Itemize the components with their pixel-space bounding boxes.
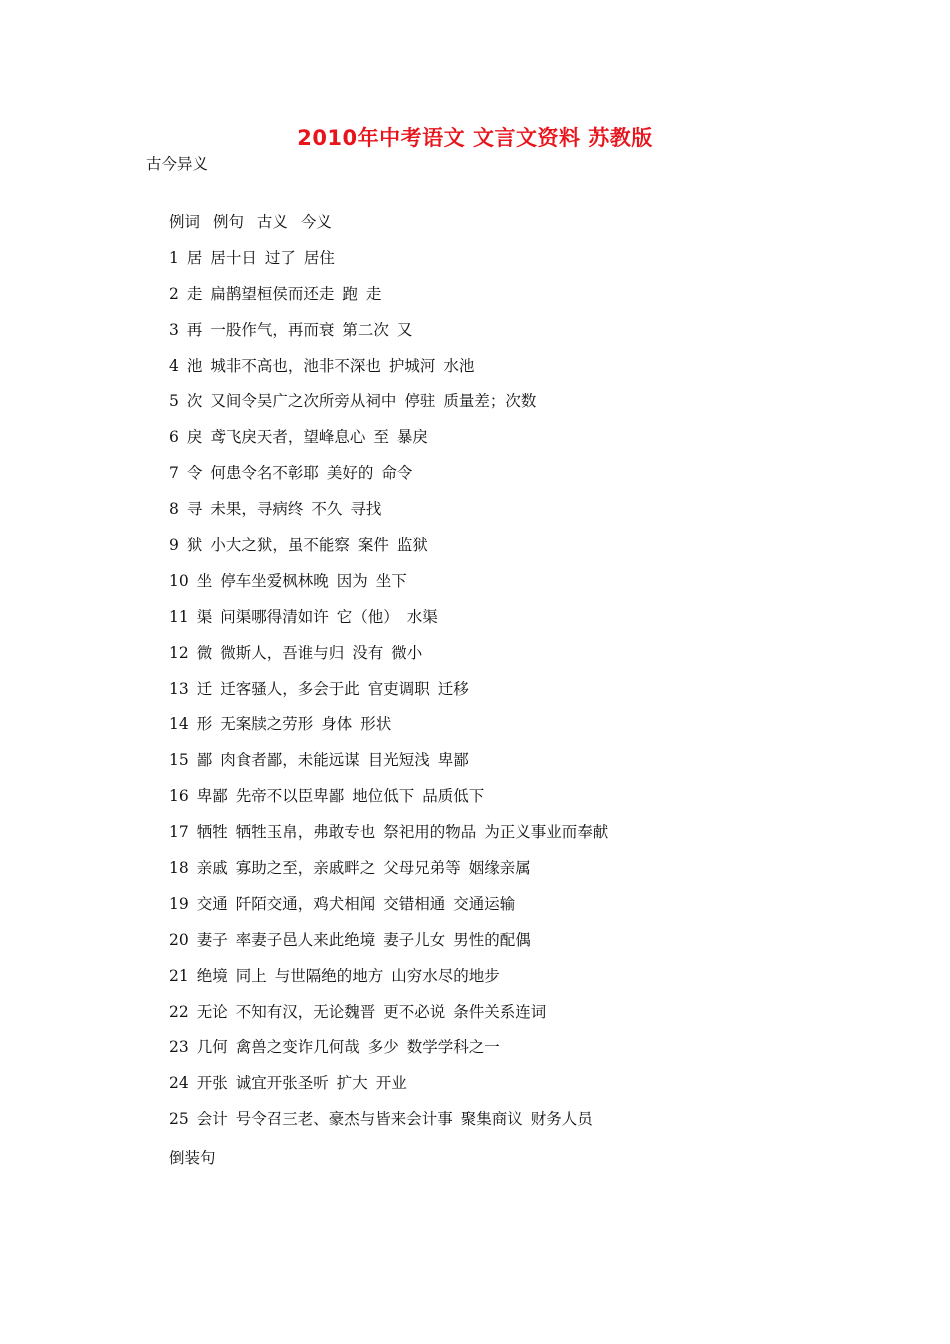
table-cell: 官吏调职 [367, 679, 430, 698]
table-cell: 率妻子邑人来此绝境 [235, 930, 376, 949]
table-cell: 肉食者鄙，未能远谋 [220, 751, 360, 770]
table-cell: 走 [186, 284, 203, 303]
table-cell: 微小 [391, 643, 423, 662]
table-cell: 跑 [342, 284, 358, 303]
table-cell: 至 [373, 428, 389, 447]
table-cell: 23 [169, 1038, 189, 1057]
table-cell: 令 [186, 464, 203, 483]
table-row [169, 821, 608, 857]
table-cell: 12 [169, 643, 189, 662]
table-cell: 牺牲玉帛，弗敢专也 [235, 823, 376, 842]
table-cell: 迁客骚人，多会于此 [220, 679, 360, 698]
table-cell: 16 [169, 787, 189, 806]
table-row [169, 498, 608, 534]
table-cell: 2 [169, 284, 179, 303]
table-cell: 7 [169, 464, 179, 483]
table-row [169, 534, 608, 570]
table-cell: 1 [169, 248, 179, 267]
table-cell: 会计 [196, 1110, 228, 1129]
table-cell: 与世隔绝的地方 [274, 966, 384, 985]
table-cell: 坐 [196, 571, 213, 590]
table-cell: 山穷水尽的地步 [391, 966, 500, 985]
table-cell: 号令召三老、豪杰与皆来会计事 [235, 1110, 453, 1129]
table-cell: 15 [169, 751, 189, 770]
table-cell: 开业 [375, 1074, 407, 1093]
table-cell: 监狱 [396, 536, 428, 555]
header-cell: 例句 [212, 213, 244, 231]
table-cell: 小大之狱，虽不能察 [210, 536, 350, 555]
table-cell: 微斯人，吾谁与归 [220, 643, 345, 662]
table-cell: 居住 [303, 248, 335, 267]
table-cell: 问渠哪得清如许 [220, 607, 329, 626]
table-cell: 无论 [196, 1002, 228, 1021]
table-cell: 形状 [360, 715, 392, 734]
table-cell: 案件 [357, 536, 389, 555]
table-cell: 聚集商议 [460, 1110, 523, 1129]
table-cell: 寻找 [350, 500, 382, 519]
table-cell: 财务人员 [530, 1110, 593, 1129]
next-section-heading: 倒装句 [169, 1149, 216, 1167]
table-cell: 阡陌交通，鸡犬相闻 [235, 894, 376, 913]
table-cell: 走 [365, 284, 382, 303]
table-row [169, 965, 608, 1001]
table-row [169, 355, 608, 391]
table-cell: 卑鄙 [437, 751, 469, 770]
section-heading: 古今异义 [146, 155, 209, 173]
table-cell: 多少 [367, 1038, 399, 1057]
table-cell: 几何 [196, 1038, 228, 1057]
table-header-row [169, 211, 608, 247]
table-row [169, 678, 608, 714]
table-cell: 交错相通 [383, 894, 446, 913]
table-cell: 没有 [352, 643, 384, 662]
table-cell: 妻子 [196, 930, 228, 949]
table-cell: 先帝不以臣卑鄙 [235, 787, 345, 806]
table-cell: 未果，寻病终 [210, 500, 304, 519]
table-row [169, 893, 608, 929]
table-cell: 同上 [235, 966, 267, 985]
table-row [169, 247, 608, 283]
table-cell: 牺牲 [196, 823, 228, 842]
table-cell: 戾 [186, 428, 203, 447]
table-cell: 水渠 [406, 607, 438, 626]
table-cell: 又 [396, 320, 413, 339]
table-cell: 不久 [311, 500, 343, 519]
table-cell: 3 [169, 320, 179, 339]
table-cell: 坐下 [375, 571, 407, 590]
table-cell: 男性的配偶 [453, 930, 531, 949]
table-cell: 护城河 [388, 356, 436, 375]
table-cell: 诚宜开张圣听 [235, 1074, 329, 1093]
table-cell: 姻缘亲属 [468, 859, 531, 878]
table-cell: 停车坐爱枫林晚 [220, 571, 329, 590]
table-row [169, 283, 608, 319]
table-row [169, 1108, 608, 1144]
table-cell: 18 [169, 859, 189, 878]
table-row [169, 857, 608, 893]
table-cell: 命令 [381, 464, 413, 483]
header-cell: 古义 [256, 213, 288, 231]
table-row [169, 462, 608, 498]
table-row [169, 570, 608, 606]
table-cell: 5 [169, 392, 179, 411]
table-row [169, 1001, 608, 1037]
table-cell: 水池 [443, 356, 475, 375]
word-table [169, 211, 608, 1144]
table-cell: 扩大 [336, 1074, 368, 1093]
table-cell: 池 [186, 356, 203, 375]
table-cell: 过了 [264, 248, 296, 267]
table-cell: 第二次 [342, 320, 389, 339]
table-row [169, 390, 608, 426]
table-cell: 次 [186, 392, 203, 411]
table-cell: 地位低下 [352, 787, 415, 806]
table-cell: 祭祀用的物品 [383, 823, 477, 842]
table-cell: 它（他） [336, 607, 399, 626]
table-cell: 25 [169, 1110, 189, 1129]
table-cell: 绝境 [196, 966, 228, 985]
table-cell: 更不必说 [383, 1002, 446, 1021]
table-cell: 居 [186, 248, 203, 267]
table-cell: 父母兄弟等 [383, 859, 461, 878]
table-cell: 交通 [196, 894, 228, 913]
table-cell: 卑鄙 [196, 787, 228, 806]
table-row [169, 426, 608, 462]
table-cell: 狱 [186, 536, 203, 555]
table-cell: 妻子儿女 [383, 930, 446, 949]
table-cell: 禽兽之变诈几何哉 [235, 1038, 360, 1057]
table-cell: 9 [169, 536, 179, 555]
table-cell: 停驻 [404, 392, 436, 411]
table-cell: 24 [169, 1074, 189, 1093]
table-cell: 一股作气，再而衰 [210, 320, 335, 339]
table-cell: 数学学科之一 [406, 1038, 500, 1057]
table-cell: 寻 [186, 500, 203, 519]
header-cell: 今义 [300, 213, 332, 231]
table-cell: 14 [169, 715, 189, 734]
table-cell: 22 [169, 1002, 189, 1021]
table-cell: 17 [169, 823, 189, 842]
table-row [169, 1036, 608, 1072]
table-row [169, 929, 608, 965]
table-row [169, 1072, 608, 1108]
header-cell: 例词 [169, 213, 201, 231]
table-row [169, 319, 608, 355]
table-cell: 无案牍之劳形 [220, 715, 314, 734]
table-cell: 身体 [321, 715, 353, 734]
table-cell: 21 [169, 966, 189, 985]
table-cell: 质量差；次数 [443, 392, 537, 411]
table-cell: 鸢飞戾天者，望峰息心 [210, 428, 366, 447]
table-row [169, 749, 608, 785]
table-cell: 亲戚 [196, 859, 228, 878]
table-cell: 不知有汉，无论魏晋 [235, 1002, 376, 1021]
table-cell: 交通运输 [453, 894, 516, 913]
table-body [169, 247, 608, 1144]
table-cell: 11 [169, 607, 189, 626]
table-cell: 何患令名不彰耶 [210, 464, 319, 483]
table-cell: 13 [169, 679, 189, 698]
table-cell: 8 [169, 500, 179, 519]
table-cell: 迁移 [437, 679, 469, 698]
table-cell: 美好的 [326, 464, 374, 483]
table-cell: 条件关系连词 [453, 1002, 547, 1021]
table-cell: 因为 [336, 571, 368, 590]
table-row [169, 785, 608, 821]
table-cell: 形 [196, 715, 213, 734]
table-cell: 品质低下 [422, 787, 485, 806]
table-row [169, 606, 608, 642]
table-cell: 居十日 [210, 248, 257, 267]
table-cell: 20 [169, 930, 189, 949]
table-cell: 扁鹊望桓侯而还走 [210, 284, 335, 303]
table-cell: 寡助之至，亲戚畔之 [235, 859, 376, 878]
document-title: 2010年中考语文 文言文资料 苏教版 [297, 126, 653, 150]
table-cell: 为正义事业而奉献 [484, 823, 609, 842]
table-cell: 渠 [196, 607, 213, 626]
table-cell: 10 [169, 571, 189, 590]
table-cell: 城非不高也，池非不深也 [210, 356, 381, 375]
table-row [169, 713, 608, 749]
table-cell: 再 [186, 320, 203, 339]
table-cell: 迁 [196, 679, 213, 698]
table-cell: 暴戾 [396, 428, 428, 447]
table-cell: 6 [169, 428, 179, 447]
table-cell: 微 [196, 643, 213, 662]
table-row [169, 642, 608, 678]
table-cell: 4 [169, 356, 179, 375]
table-cell: 开张 [196, 1074, 228, 1093]
table-cell: 目光短浅 [367, 751, 430, 770]
table-cell: 又间令吴广之次所旁从祠中 [210, 392, 397, 411]
table-cell: 鄙 [196, 751, 213, 770]
table-cell: 19 [169, 894, 189, 913]
